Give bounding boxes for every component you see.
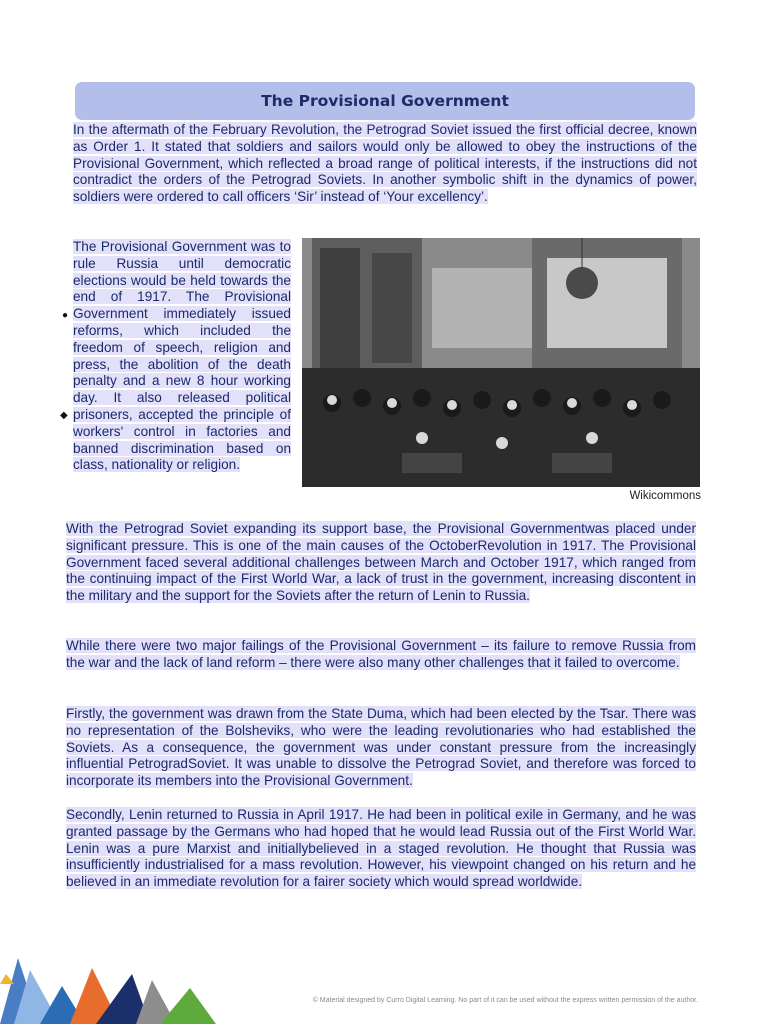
secondly-text: Secondly, Lenin returned to Russia in April 1917. He had been in political exile in Germany, and he was granted passage by the Germans who had hoped that he would lead Russia out of the First World War. Lenin was a pure Marxist and initiallybelieved in a staged revolution. He thought that Russia was insufficiently industrialised for a mass revolution. However, his viewpoint changed on his return and he believed in an immediate revolution for a fairer society which would spread worldwide. — [66, 807, 696, 890]
support-base-paragraph — [66, 521, 696, 605]
firstly-paragraph — [66, 706, 696, 790]
assembly-photo-illustration — [302, 238, 700, 487]
footer-triangles-decoration — [0, 950, 230, 1024]
firstly-text: Firstly, the government was drawn from the State Duma, which had been elected by the Tsar. There was no representation of the Bolsheviks, who were the leading revolutionaries who had established the Soviets. As a consequence, the government was under constant pressure from the increasingly influential PetrogradSoviet. It was unable to dissolve the Petrograd Soviet, and therefore was forced to incorporate its members into the Provisional Government. — [66, 706, 696, 789]
copyright-notice: © Material designed by Curro Digital Learning. No part of it can be used without the express written permission of the author. — [312, 997, 698, 1004]
photo-caption: Wikicommons — [629, 490, 701, 502]
failings-paragraph — [66, 638, 696, 672]
page-title: The Provisional Government — [261, 92, 509, 110]
historical-photo — [302, 238, 700, 487]
secondly-paragraph — [66, 807, 696, 891]
side-text: The Provisional Government was to rule Russia until democratic elections would be held towards the end of 1917. The Provisional Government immediately issued reforms, which included the freedom of speech, religion and press, the abolition of the death penalty and a new 8 hour working day. It also released political prisoners, accepted the principle of workers' control in factories and banned discrimination based on class, nationality or religion. — [73, 239, 291, 473]
annotation-mark-icon: ◆ — [60, 410, 68, 421]
title-banner — [75, 82, 695, 120]
intro-text: In the aftermath of the February Revolution, the Petrograd Soviet issued the first official decree, known as Order 1. It stated that soldiers and sailors would only be allowed to obey the instructions of the Provisional Government, which reflected a broad range of political interests, if the instructions did not contradict the orders of the Petrograd Soviets. In another symbolic shift in the dynamics of power, soldiers were ordered to call officers ‘Sir’ instead of ‘Your excellency’. — [73, 122, 697, 205]
intro-paragraph — [73, 122, 697, 206]
provisional-government-paragraph — [73, 239, 291, 474]
failings-text: While there were two major failings of the Provisional Government – its failure to remove Russia from the war and the lack of land reform – there were also many other challenges that it failed to overcome. — [66, 638, 696, 670]
annotation-mark-icon: ● — [62, 310, 69, 321]
support-text: With the Petrograd Soviet expanding its support base, the Provisional Governmentwas placed under significant pressure. This is one of the main causes of the OctoberRevolution in 1917. The Provisional Government faced several additional challenges between March and October 1917, which ranged from the continuing impact of the First World War, a lack of trust in the government, increasing discontent in the military and the support for the Soviets after the return of Lenin to Russia. — [66, 521, 696, 604]
